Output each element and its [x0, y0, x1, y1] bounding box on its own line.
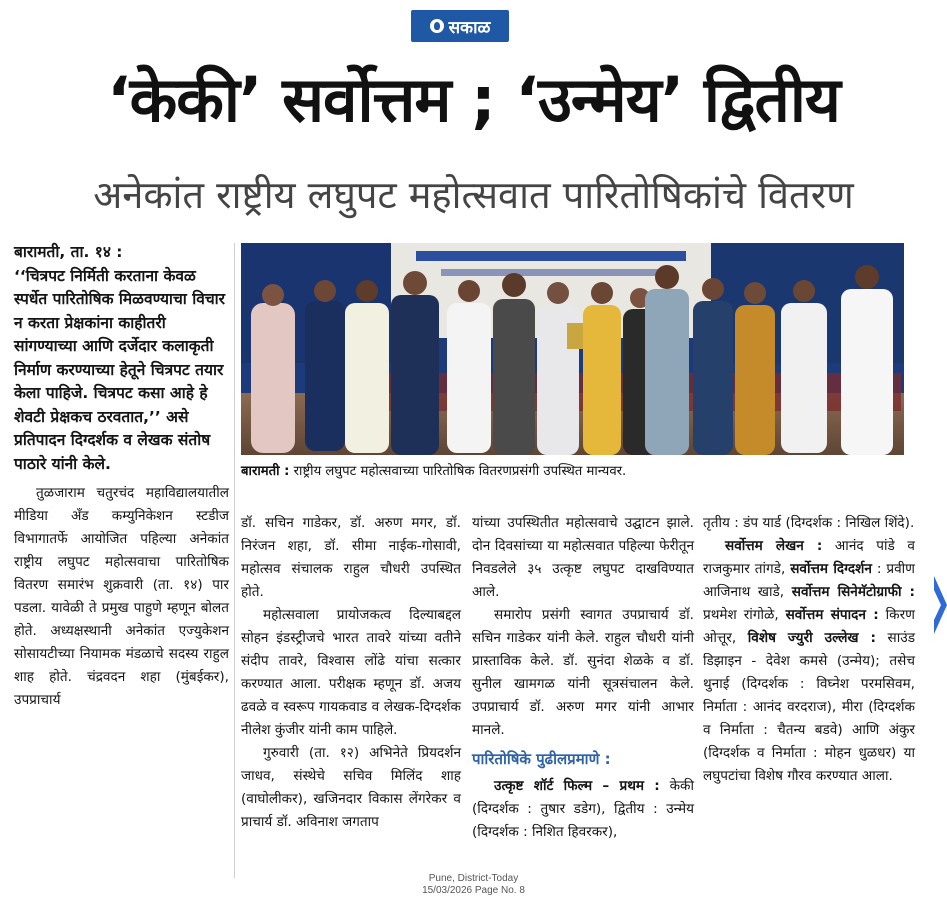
subheadline: अनेकांत राष्ट्रीय लघुपट महोत्सवात पारितोषिकांचे वितरण — [93, 173, 854, 217]
headline: ‘केकी’ सर्वोत्तम ; ‘उन्मेय’ द्वितीय — [107, 63, 840, 136]
award-label-editing: सर्वोत्तम संपादन : — [785, 607, 879, 623]
lead-quote: ‘‘चित्रपट निर्मिती करताना केवळ स्पर्धेत पारितोषिक मिळवण्याचा विचार न करता प्रेक्षकांना काहीतरी सांगण्याच्या आणि दर्जेदार कलाकृती निर्माण करण्याच्या हेतूने चित्रपट तयार केला पाहिजे. चित्रपट कसा आहे हे शेवटी प्रेक्षकच ठरवतात,’’ असे प्रतिपादन दिग्दर्शक व लेखक संतोष पाठारे यांनी केले. — [14, 266, 226, 473]
masthead-logo — [411, 10, 509, 42]
award-text-short-film: केकी (दिग्दर्शक : तुषार डडेग), द्वितीय : उन्मेय (दिग्दर्शक : निशित हिवरकर), — [472, 778, 694, 840]
col4-paragraph-1: तृतीय : डंप यार्ड (दिग्दर्शक : निखिल शिंदे). — [703, 515, 915, 531]
article-column-3 — [472, 512, 694, 844]
masthead-brand: सकाळ — [448, 17, 491, 38]
award-label-direction: सर्वोत्तम दिग्दर्शन — [790, 561, 872, 577]
caption-text: राष्ट्रीय लघुपट महोत्सवाच्या पारितोषिक वितरणप्रसंगी उपस्थित मान्यवर. — [289, 464, 627, 479]
award-text-editing: किरण ओत्तूर, — [703, 607, 916, 646]
sakal-logo-icon — [430, 19, 444, 33]
col4-awards-list — [703, 535, 915, 788]
col1-paragraph: तुळजाराम चतुरचंद महाविद्यालयातील मीडिया अँड कम्युनिकेशन स्टडीज विभागातर्फे आयोजित पहिल्या अनेकांत राष्ट्रीय लघुपट महोत्सवाचा पारितोषिक वितरण समारंभ शुक्रवारी (ता. १४) पार पडला. यावेळी ते प्रमुख पाहुणे म्हणून बोलत होते. अध्यक्षस्थानी अनेकांत एज्युकेशन सोसायटीच्या नियामक मंडळाचे सदस्य राहुल शाह होते. चंद्रवदन शहा (मुंबईकर), उपप्राचार्य — [14, 485, 229, 708]
results-heading: पारितोषिके पुढीलप्रमाणे : — [472, 750, 611, 768]
col2-paragraph-1: डॉ. सचिन गाडेकर, डॉ. अरुण मगर, डॉ. निरंजन शहा, डॉ. सीमा नाईक-गोसावी, महोत्सव संचालक राहुल चौधरी उपस्थित होते. — [241, 515, 461, 600]
page-footer — [0, 873, 947, 897]
dateline: बारामती, ता. १४ : — [14, 243, 123, 261]
footer-date-page: 15/03/2026 Page No. 8 — [422, 885, 525, 896]
col2-paragraph-3: गुरुवारी (ता. १२) अभिनेते प्रियदर्शन जाधव, संस्थेचे सचिव मिलिंद शाह (वाघोलीकर), खजिनदार विकास लेंगरेकर व प्राचार्य डॉ. अविनाश जगताप — [241, 745, 461, 830]
award-label-short-film: उत्कृष्ट शॉर्ट फिल्म – प्रथम : — [494, 778, 660, 794]
chevron-right-icon — [934, 576, 947, 634]
caption-place: बारामती : — [241, 464, 290, 479]
award-text-cinematography: प्रथमेश रांगोळे, — [703, 607, 786, 623]
award-text-writing: आनंद पांडे व राजकुमार तांगडे, — [703, 538, 915, 577]
award-ceremony-photo — [241, 243, 904, 455]
col3-paragraph-1: यांच्या उपस्थितीत महोत्सवाचे उद्घाटन झाले. दोन दिवसांच्या या महोत्सवात पहिल्या फेरीतून निवडलेले ३५ उत्कृष्ट लघुपट दाखविण्यात आले. — [472, 515, 694, 600]
award-text-direction: : प्रवीण आजिनाथ खाडे, — [703, 561, 915, 600]
article-column-1 — [14, 241, 229, 712]
award-label-writing: सर्वोत्तम लेखन : — [725, 538, 823, 554]
article-column-2 — [241, 512, 461, 834]
footer-edition: Pune, District-Today — [428, 873, 519, 884]
article-column-4 — [703, 512, 915, 788]
award-label-jury: विशेष ज्युरी उल्लेख : — [747, 630, 876, 646]
photo-caption — [241, 461, 904, 479]
column-divider — [234, 243, 235, 878]
award-text-jury: साउंड डिझाइन - देवेश कमसे (उन्मेय); तसेच थुनाई (दिग्दर्शक : विघ्नेश परमसिवम, निर्माता : आनंद वरदराज), मीरा (दिग्दर्शक व निर्माता : चैतन्य बडवे) आणि अंकुर (दिग्दर्शक व निर्माता : मोहन धुळधर) या लघुपटांचा विशेष गौरव करण्यात आला. — [703, 630, 915, 784]
event-photo — [241, 243, 904, 455]
col2-paragraph-2: महोत्सवाला प्रायोजकत्व दिल्याबद्दल सोहन इंडस्ट्रीजचे भारत तावरे यांच्या वतीने संदीप तावरे, विश्वास लोंढे यांचा सत्कार करण्यात आला. परीक्षक म्हणून डॉ. अजय ढवळे व स्वरूप गायकवाड व लेखक-दिग्दर्शक नीलेश कुंजीर यांनी काम पाहिले. — [241, 607, 461, 738]
award-label-cinematography: सर्वोत्तम सिनेमॅटोग्राफी : — [791, 584, 915, 600]
col3-paragraph-2: समारोप प्रसंगी स्वागत उपप्राचार्य डॉ. सचिन गाडेकर यांनी केले. राहुल चौधरी यांनी प्रास्ताविक केले. डॉ. सुनंदा शेळके व डॉ. सुनील खामगळ यांनी सूत्रसंचालन केले. उपप्राचार्य डॉ. अरुण मगर यांनी आभार मानले. — [472, 607, 694, 738]
